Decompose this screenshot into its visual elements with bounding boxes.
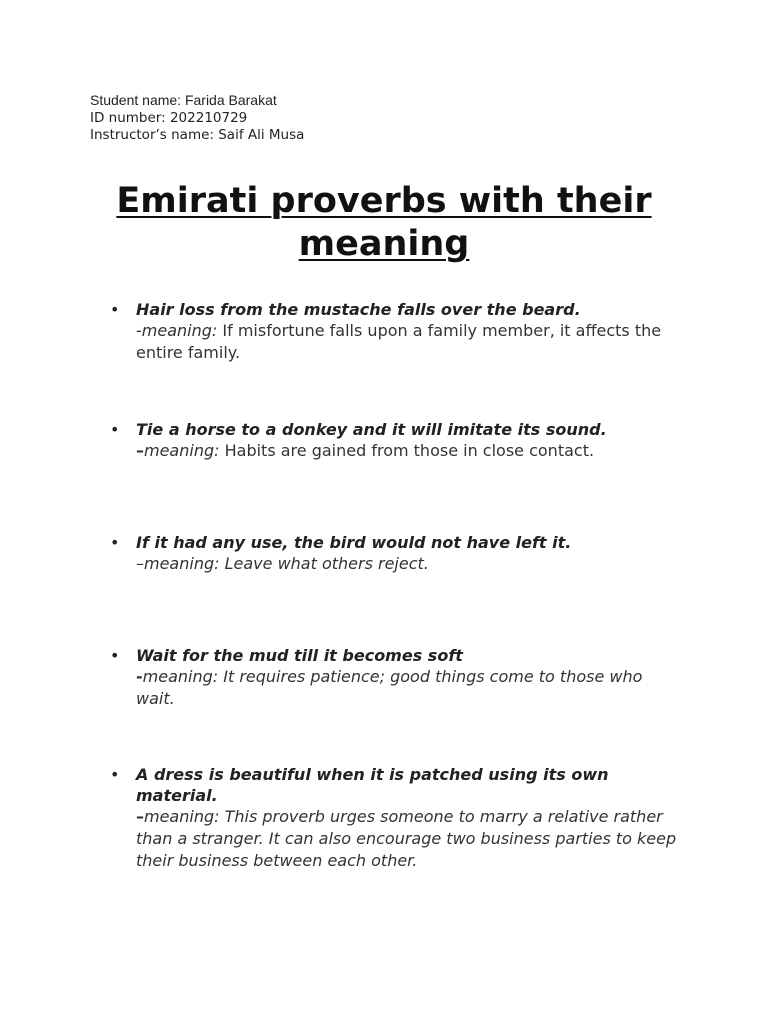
proverb-text: Wait for the mud till it becomes soft (136, 646, 463, 665)
meaning-prefix: - (136, 667, 143, 686)
meaning-text: This proverb urges someone to marry a relative rather than a stranger. It can also encourage two business parties to keep their business between each other. (136, 807, 677, 870)
proverb-text: If it had any use, the bird would not have left it. (136, 533, 572, 552)
instructor-name: Instructor’s name: Saif Ali Musa (90, 127, 305, 143)
proverb-meaning (136, 320, 686, 364)
proverb-meaning (136, 553, 686, 575)
meaning-prefix: – (136, 554, 144, 573)
meaning-prefix: – (136, 441, 144, 460)
meaning-text: Leave what others reject. (219, 554, 429, 573)
meaning-prefix: – (136, 807, 144, 826)
id-number: ID number: 202210729 (90, 109, 248, 126)
proverb-meaning (136, 806, 686, 872)
meaning-label: meaning: (142, 667, 219, 686)
page-title: Emirati proverbs with their meaning (116, 181, 652, 264)
proverb-meaning (136, 440, 686, 462)
meaning-prefix: - (136, 321, 142, 340)
bullet-icon: • (110, 300, 120, 319)
bullet-icon: • (110, 533, 120, 552)
bullet-icon: • (110, 646, 120, 665)
proverb-text: A dress is beautiful when it is patched using its own material. (136, 765, 609, 805)
meaning-text: Habits are gained from those in close contact. (219, 441, 595, 460)
meaning-label: meaning: (144, 807, 220, 826)
meaning-label: meaning: (141, 321, 218, 340)
student-info-block (90, 92, 304, 145)
bullet-icon: • (110, 765, 120, 784)
meaning-label: meaning: (144, 554, 220, 573)
meaning-text: If misfortune falls upon a family member, it affects the entire family. (136, 321, 662, 362)
student-name: Student name: Farida Barakat (90, 92, 277, 108)
bullet-icon: • (110, 420, 120, 439)
meaning-text: It requires patience; good things come to those who wait. (136, 667, 643, 708)
meaning-label: meaning: (144, 441, 220, 460)
proverb-meaning (136, 666, 686, 710)
proverb-text: Tie a horse to a donkey and it will imitate its sound. (136, 420, 607, 439)
proverb-text: Hair loss from the mustache falls over the beard. (136, 300, 581, 319)
